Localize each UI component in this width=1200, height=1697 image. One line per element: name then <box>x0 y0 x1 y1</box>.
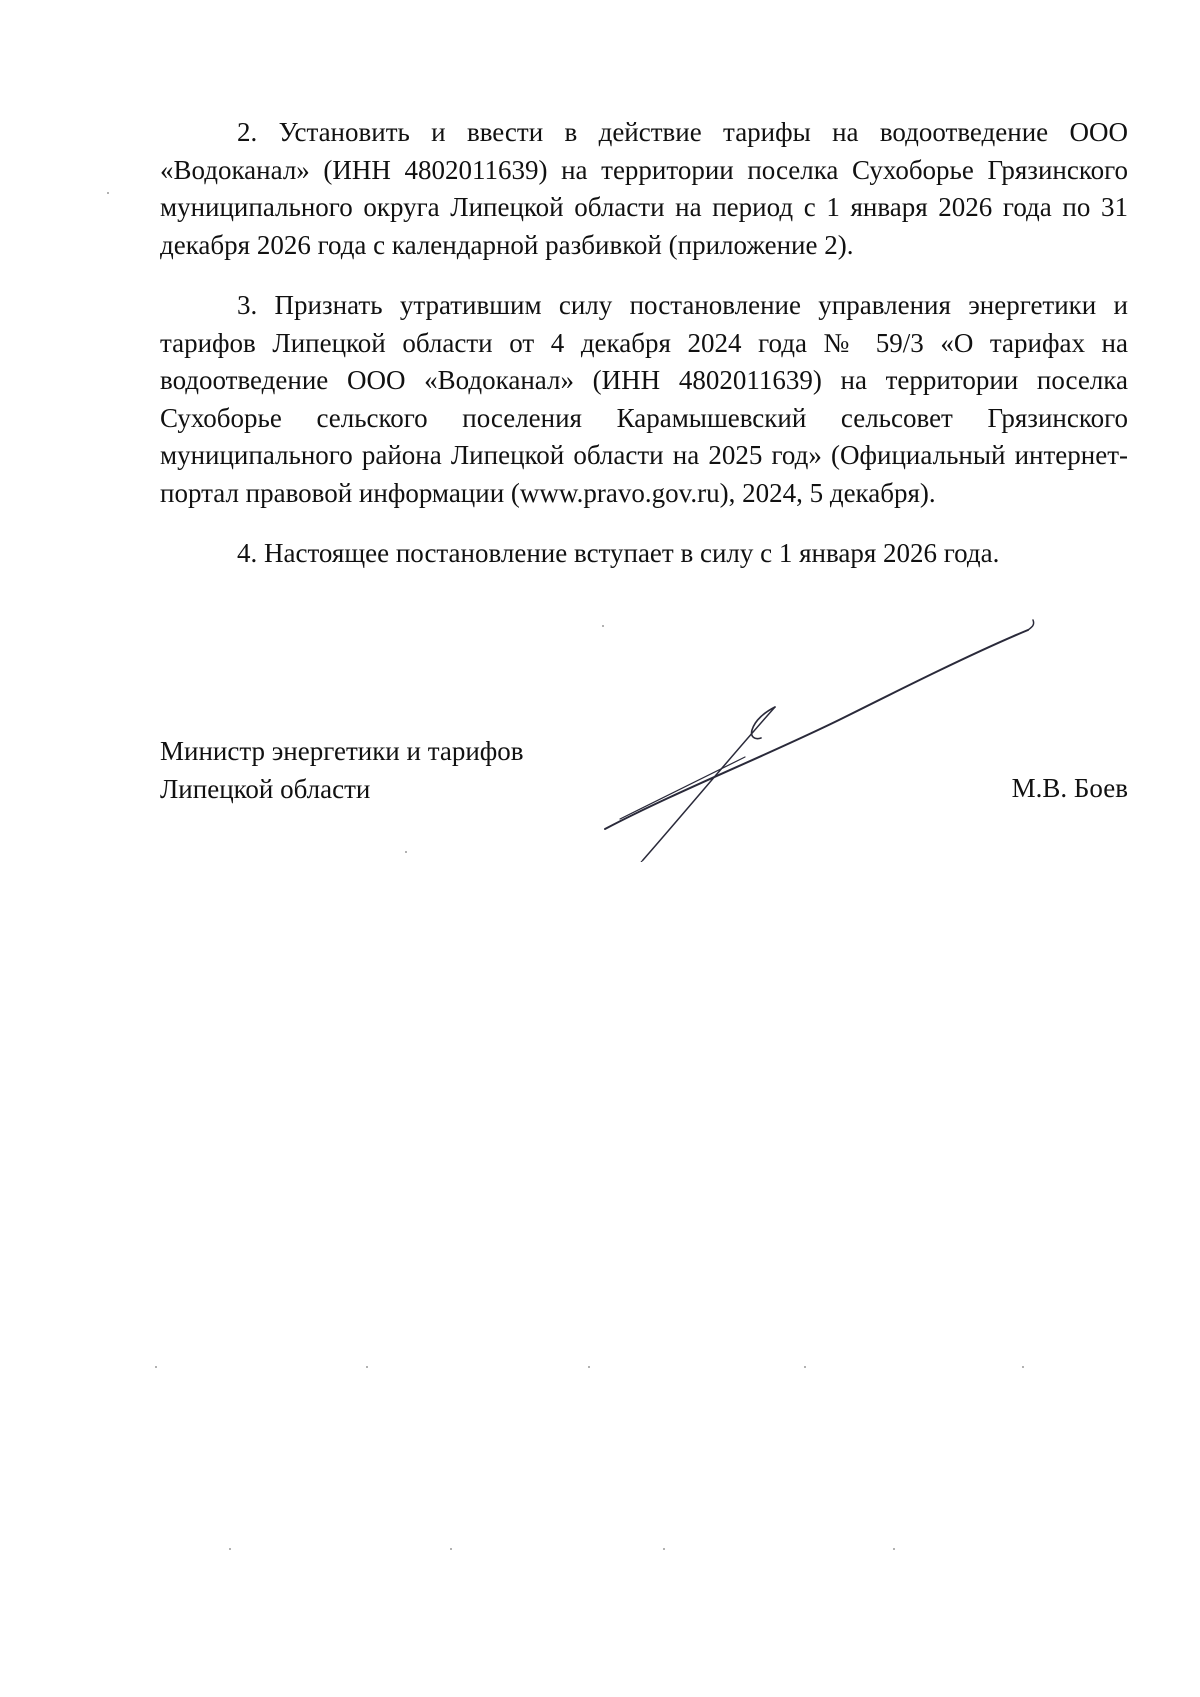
scan-speck <box>804 1366 806 1368</box>
scan-speck <box>107 192 109 194</box>
paragraph-3: 3. Признать утратившим силу постановление управления энергетики и тарифов Липецкой области от 4 декабря 2024 года № 59/3 «О тарифах на водоотведение ООО «Водоканал» (ИНН 4802011639) на территории поселка Сухоборье сельского поселения Карамышевский сельсовет Грязинского муниципального района Липецкой области на 2025 год» (Официальный интернет-портал правовой информации (www.pravo.gov.ru), 2024, 5 декабря). <box>160 290 1128 508</box>
scan-speck <box>602 625 604 627</box>
signatory-name: М.В. Боев <box>1011 773 1128 803</box>
scan-speck <box>155 1366 157 1368</box>
paragraph-2: 2. Установить и ввести в действие тарифы на водоотведение ООО «Водоканал» (ИНН 4802011639) на территории поселка Сухоборье Грязинского муниципального округа Липецкой области на период с 1 января 2026 года по 31 декабря 2026 года с календарной разбивкой (приложение 2). <box>160 117 1128 260</box>
handwritten-signature-icon <box>595 612 1045 862</box>
scan-speck <box>229 1548 231 1550</box>
signatory-position <box>160 733 524 808</box>
scan-speck <box>1022 1366 1024 1368</box>
scan-speck <box>588 1366 590 1368</box>
scan-speck <box>405 851 407 853</box>
signatory-position-line1: Министр энергетики и тарифов <box>160 736 524 766</box>
scan-speck <box>450 1548 452 1550</box>
scan-speck <box>893 1548 895 1550</box>
scan-speck <box>663 1548 665 1550</box>
scan-speck <box>366 1366 368 1368</box>
paragraph-4: 4. Настоящее постановление вступает в силу с 1 января 2026 года. <box>237 538 1000 568</box>
signatory-position-line2: Липецкой области <box>160 773 371 804</box>
